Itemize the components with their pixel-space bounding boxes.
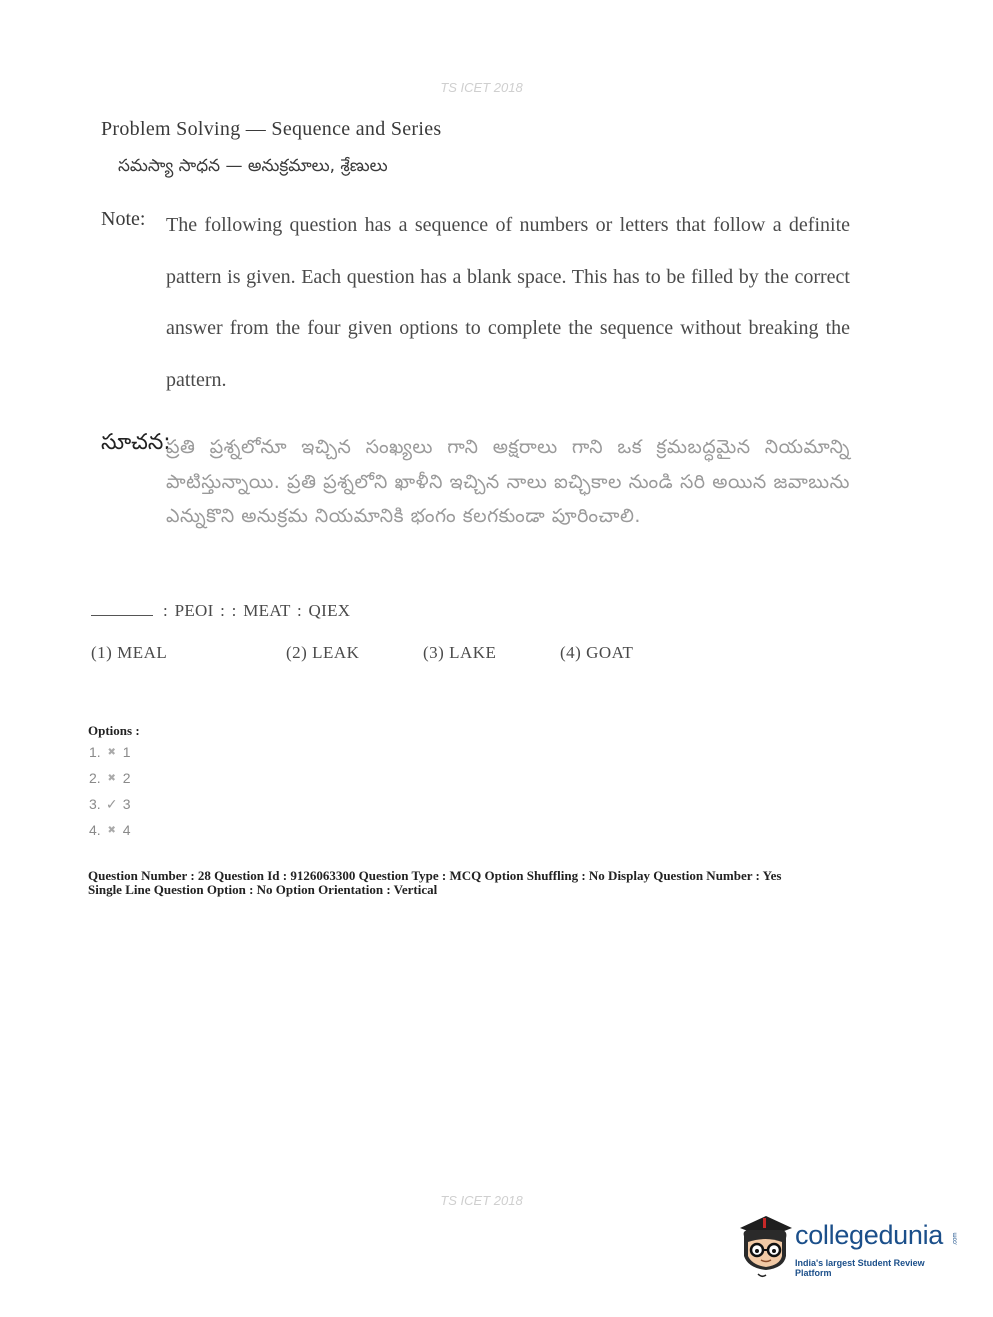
option-item-1 (89, 744, 130, 760)
choice-3: (3) LAKE (423, 643, 497, 662)
check-icon: ✓ (105, 796, 118, 812)
section-heading-telugu: సమస్యా సాధన — అనుక్రమాలు, శ్రేణులు (118, 156, 388, 176)
option-value: 1 (122, 744, 131, 760)
graduate-mascot-icon (736, 1212, 794, 1282)
logo-tagline: India's largest Student Review Platform (795, 1258, 925, 1278)
option-value: 3 (122, 796, 131, 812)
option-number: 2. (89, 770, 101, 786)
metadata-line-1: Question Number : 28 Question Id : 9126063300 Question Type : MCQ Option Shuffling : No Display Question Number : Yes (88, 868, 782, 883)
watermark-bottom: TS ICET 2018 (440, 1193, 523, 1208)
question-sequence: : PEOI : : MEAT : QIEX (163, 601, 351, 620)
cross-icon: ✖ (107, 825, 116, 836)
cross-icon: ✖ (107, 747, 116, 758)
option-number: 3. (89, 796, 101, 812)
option-number: 4. (89, 822, 101, 838)
option-value: 4 (122, 822, 131, 838)
options-title: Options : (88, 723, 140, 738)
option-item-2 (89, 770, 130, 786)
note-text: The following question has a sequence of numbers or letters that follow a definite pattern is given. Each question has a blank space. This has to be filled by the correct answer from the four given options to complete the sequence without breaking the pattern. (166, 214, 850, 391)
metadata-line-2: Single Line Question Option : No Option Orientation : Vertical (88, 882, 438, 897)
suchana-label: సూచన: (101, 430, 171, 455)
logo-suffix: .com (952, 1232, 959, 1246)
collegedunia-logo[interactable] (736, 1212, 961, 1282)
section-heading-english: Problem Solving — Sequence and Series (101, 118, 442, 140)
suchana-text: ప్రతి ప్రశ్నలోనూ ఇచ్చిన సంఖ్యలు గాని అక్షరాలు గాని ఒక క్రమబద్ధమైన నియమాన్ని పాటిస్తున్నాయి. ప్రతి ప్రశ్నలోని ఖాళీని ఇచ్చిన నాలు ఐచ్ఛికాల నుండి సరి అయిన జవాబును ఎన్నుకొని అనుక్రమ నియమానికి భంగం కలగకుండా పూరించాలి. (166, 436, 850, 527)
option-item-3 (89, 796, 130, 813)
question-metadata (88, 869, 781, 897)
option-number: 1. (89, 744, 101, 760)
option-item-4 (89, 822, 130, 838)
choice-2: (2) LEAK (286, 643, 360, 662)
choice-1: (1) MEAL (91, 643, 168, 662)
question-line (91, 601, 350, 621)
logo-wordmark: collegedunia (795, 1220, 944, 1250)
choice-4: (4) GOAT (560, 643, 634, 662)
answer-blank (91, 603, 153, 616)
note-label: Note: (101, 208, 146, 230)
cross-icon: ✖ (107, 773, 116, 784)
watermark-top: TS ICET 2018 (440, 80, 523, 95)
option-value: 2 (122, 770, 131, 786)
